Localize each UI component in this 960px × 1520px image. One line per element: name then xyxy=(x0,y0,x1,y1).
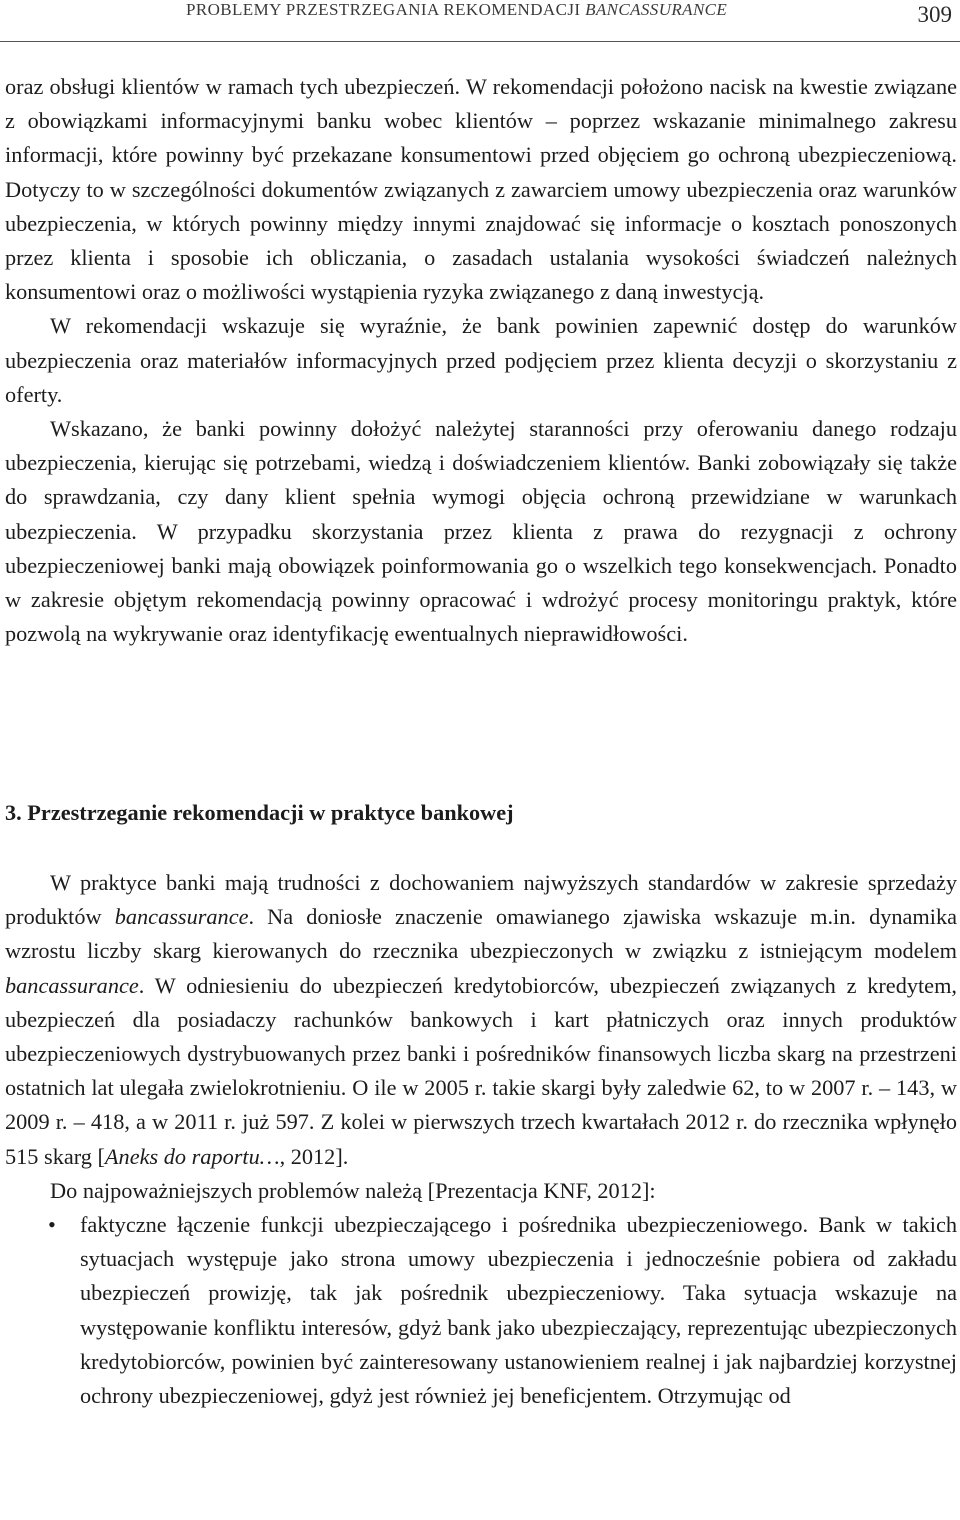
paragraph: W rekomendacji wskazuje się wyraźnie, że bank powinien zapewnić dostęp do warunków ubezpieczenia oraz materiałów informacyjnych przed podjęciem przez klienta decyzji o skorzystaniu z oferty. xyxy=(5,313,957,407)
running-header xyxy=(0,0,960,42)
paragraph: oraz obsługi klientów w ramach tych ubezpieczeń. W rekomendacji położono nacisk na kwestie związane z obowiązkami informacyjnymi banku wobec klientów – poprzez wskazanie minimalnego zakresu informacji, które powinny być przekazane konsumentowi przed objęciem go ochroną ubezpieczeniową. Dotyczy to w szczególności dokumentów związanych z zawarciem umowy ubezpieczenia oraz warunków ubezpieczenia, w których powinny między innymi znajdować się informacje o kosztach ponoszonych przez klienta i sposobie ich obliczania, o zasadach ustalania wysokości świadczeń należnych konsumentowi oraz o możliwości wystąpienia ryzyka związanego z daną inwestycją. xyxy=(5,74,957,305)
italic-term: bancassurance xyxy=(114,904,249,930)
paragraph xyxy=(5,866,957,1174)
running-title-text: PROBLEMY PRZESTRZEGANIA REKOMENDACJI xyxy=(186,0,586,19)
running-title xyxy=(186,0,727,20)
paragraph: Do najpoważniejszych problemów należą [Prezentacja KNF, 2012]: xyxy=(50,1177,656,1203)
bullet-list xyxy=(5,1208,957,1413)
paragraph: Wskazano, że banki powinny dołożyć należytej staranności przy oferowaniu danego rodzaju ubezpieczenia, kierując się potrzebami, wiedzą i doświadczeniem klientów. Banki zobowiązały się także do sprawdzania, czy dany klient spełnia wymogi objęcia ochroną przewidziane w warunkach ubezpieczenia. W przypadku skorzystania przez klienta z prawa do rezygnacji z ochrony ubezpieczeniowej banki mają obowiązek poinformowania go o wszelkich tego konsekwencjach. Ponadto w zakresie objętym rekomendacją powinny opracować i wdrożyć procesy monitoringu praktyk, które pozwolą na wykrywanie oraz identyfikację ewentualnych nieprawidłowości. xyxy=(5,416,957,647)
running-title-italic: BANCASSURANCE xyxy=(585,0,728,19)
bullet-icon: • xyxy=(48,1212,56,1238)
text-run: , 2012]. xyxy=(279,1143,349,1169)
header-rule xyxy=(0,41,960,42)
text-run: . Na doniosłe znaczenie omawianego zjawiska wskazuje m.in. dynamika wzrostu liczby skarg kierowanych do rzecznika ubezpieczonych w związku z istniejącym modelem xyxy=(5,904,958,964)
section-heading: 3. Przestrzeganie rekomendacji w praktyce bankowej xyxy=(5,800,514,825)
citation-title: Aneks do raportu… xyxy=(104,1143,280,1169)
list-item xyxy=(5,1208,957,1413)
page-number: 309 xyxy=(917,2,952,27)
section-body xyxy=(5,866,957,1413)
text-run: . W odniesieniu do ubezpieczeń kredytobiorców, ubezpieczeń związanych z kredytem, ubezpieczeń dla posiadaczy rachunków bankowych i kart płatniczych oraz innych produktów ubezpieczeniowych dystrybuowanych przez banki i pośredników finansowych liczba skarg na przestrzeni ostatnich lat ulegała zwielokrotnieniu. O ile w 2005 r. takie skargi były zaledwie 62, to w 2007 r. – 143, w 2009 r. – 418, a w 2011 r. już 597. Z kolei w pierwszych trzech kwartałach 2012 r. do rzecznika wpłynęło 515 skarg [ xyxy=(5,972,957,1169)
text-run: W praktyce banki mają trudności z dochowaniem najwyższych standardów w zakresie sprzedaży produktów xyxy=(5,870,957,930)
body-text-block xyxy=(5,70,957,651)
italic-term: bancassurance xyxy=(5,972,139,998)
list-item-text: faktyczne łączenie funkcji ubezpieczającego i pośrednika ubezpieczeniowego. Bank w takich sytuacjach występuje jako strona umowy ubezpieczenia i jednocześnie pobiera od zakładu ubezpieczeń prowizję, tak jak pośrednik ubezpieczeniowy. Taka sytuacja wskazuje na występowanie konfliktu interesów, gdyż bank jako ubezpieczający, reprezentując ubezpieczonych kredytobiorców, powinien być zainteresowany ustanowieniem realnej i jak najbardziej korzystnej ochrony ubezpieczeniowej, gdyż jest również jej beneficjentem. Otrzymując od xyxy=(80,1212,957,1409)
